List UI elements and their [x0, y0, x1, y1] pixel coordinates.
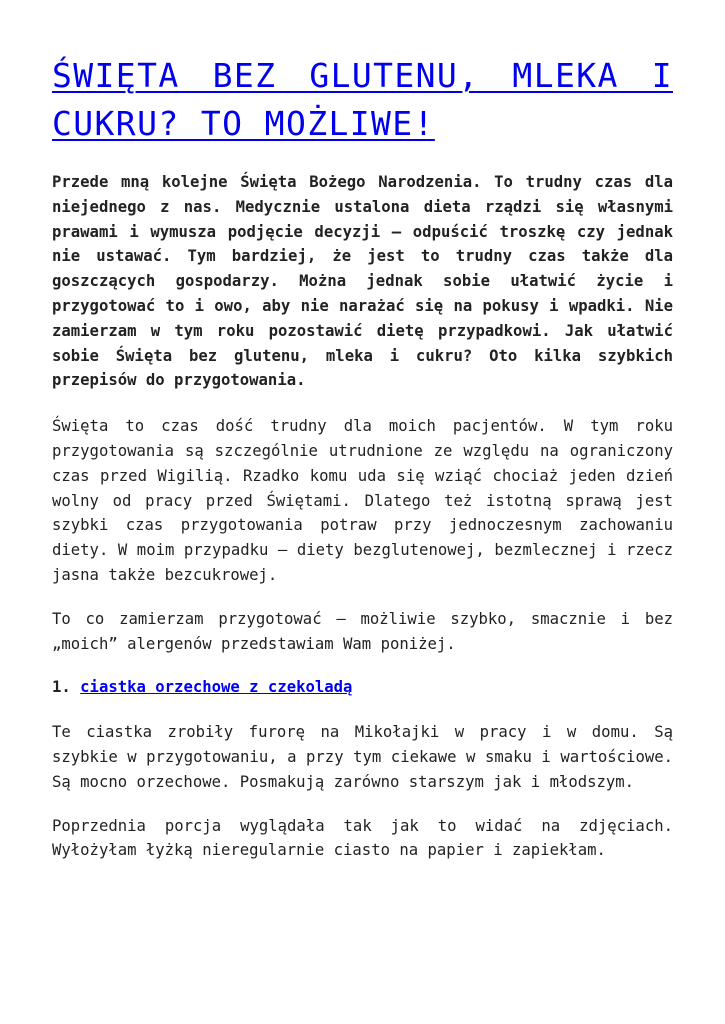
- recipe-link-nut-cookies[interactable]: ciastka orzechowe z czekoladą: [80, 678, 353, 697]
- list-item-1: [52, 675, 673, 700]
- article-lead: Przede mną kolejne Święta Bożego Narodzenia. To trudny czas dla niejednego z nas. Medycznie ustalona dieta rządzi się własnymi prawami i wymusza podjęcie decyzji – odpuścić troszkę czy jednak nie ustawać. Tym bardziej, że jest to trudny czas także dla goszczących gospodarzy. Można jednak sobie ułatwić życie i przygotować to i owo, aby nie narażać się na pokusy i wpadki. Nie zamierzam w tym roku pozostawić dietę przypadkowi. Jak ułatwić sobie Święta bez glutenu, mleka i cukru? Oto kilka szybkich przepisów do przygotowania.: [52, 173, 673, 390]
- article: [52, 52, 673, 882]
- paragraph-4: Poprzednia porcja wyglądała tak jak to widać na zdjęciach. Wyłożyłam łyżką nieregularnie ciasto na papier i zapiekłam.: [52, 816, 673, 860]
- paragraph-1: Święta to czas dość trudny dla moich pacjentów. W tym roku przygotowania są szczególnie utrudnione ze względu na ograniczony czas przed Wigilią. Rzadko komu uda się wziąć chociaż jeden dzień wolny od pracy przed Świętami. Dlatego też istotną sprawą jest szybki czas przygotowania potraw przy jednoczesnym zachowaniu diety. W moim przypadku – diety bezglutenowej, bezmlecznej i rzecz jasna także bezcukrowej.: [52, 417, 673, 584]
- list-item-number: 1.: [52, 678, 71, 697]
- paragraph-2: To co zamierzam przygotować – możliwie szybko, smacznie i bez „moich” alergenów przedstawiam Wam poniżej.: [52, 609, 673, 653]
- article-title: [52, 52, 673, 148]
- paragraph-3: Te ciastka zrobiły furorę na Mikołajki w pracy i w domu. Są szybkie w przygotowaniu, a przy tym ciekawe w smaku i wartościowe. Są mocno orzechowe. Posmakują zarówno starszym jak i młodszym.: [52, 723, 673, 791]
- article-title-link[interactable]: ŚWIĘTA BEZ GLUTENU, MLEKA I CUKRU? TO MOŻLIWE!: [52, 56, 673, 143]
